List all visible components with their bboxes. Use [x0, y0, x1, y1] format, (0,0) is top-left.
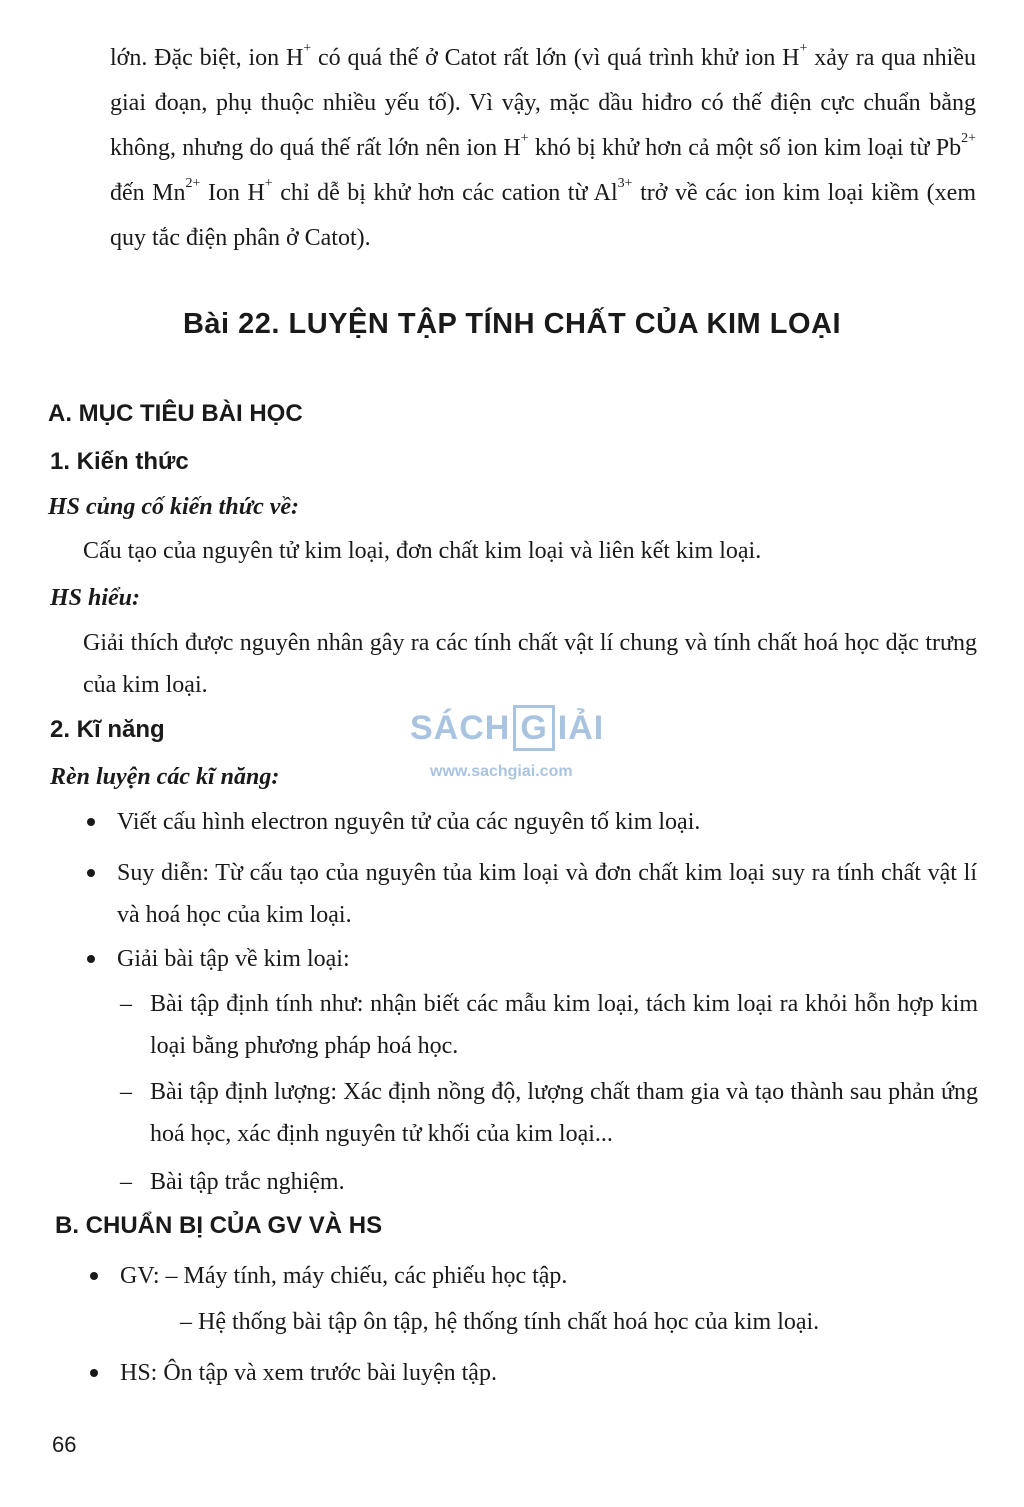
- lesson-title: Bài 22. LUYỆN TẬP TÍNH CHẤT CỦA KIM LOẠI: [182, 308, 842, 340]
- dash-mark: –: [120, 1169, 132, 1195]
- intro-text: Ion H: [200, 180, 265, 206]
- superscript: 3+: [617, 176, 633, 191]
- intro-paragraph: [110, 36, 976, 261]
- intro-text: đến Mn: [110, 180, 186, 206]
- bullet-item: [117, 852, 977, 936]
- dash-item: [120, 983, 978, 1067]
- bullet-item: [117, 801, 977, 843]
- dash-mark: –: [120, 991, 132, 1017]
- dash-text: Bài tập định lượng: Xác định nồng độ, lượng chất tham gia và tạo thành sau phản ứng hoá học, xác định nguyên tử khối của kim loại...: [150, 1079, 978, 1147]
- bullet-dot: [87, 818, 95, 826]
- gv-text: GV: – Máy tính, máy chiếu, các phiếu học tập.: [120, 1263, 568, 1289]
- dash-item: [120, 1071, 978, 1155]
- understand-text: Giải thích được nguyên nhân gây ra các tính chất vật lí chung và tính chất hoá học dặc trưng của kim loại.: [83, 630, 977, 698]
- watermark-url: www.sachgiai.com: [430, 763, 573, 780]
- bullet-item: [117, 938, 977, 980]
- intro-text: chỉ dễ bị khử hơn các cation từ Al: [272, 180, 618, 206]
- bullet-text: Viết cấu hình electron nguyên tử của các nguyên tố kim loại.: [117, 809, 701, 835]
- superscript: 2+: [185, 176, 201, 191]
- bullet-text: Suy diễn: Từ cấu tạo của nguyên tủa kim loại và đơn chất kim loại suy ra tính chất vật lí và hoá học của kim loại.: [117, 860, 977, 928]
- consolidate-text: Cấu tạo của nguyên tử kim loại, đơn chất kim loại và liên kết kim loại.: [83, 538, 762, 564]
- section-b-heading: B. CHUẨN BỊ CỦA GV VÀ HS: [55, 1212, 383, 1239]
- bullet-dot: [90, 1369, 98, 1377]
- bullet-item-hs: [120, 1352, 980, 1394]
- page-number: 66: [52, 1432, 77, 1457]
- bullet-dot: [90, 1272, 98, 1280]
- bullet-text: Giải bài tập về kim loại:: [117, 946, 350, 972]
- intro-text: có quá thế ở Catot rất lớn (vì quá trình khử ion H: [311, 45, 800, 71]
- superscript: +: [520, 131, 529, 146]
- intro-text: lớn. Đặc biệt, ion H: [110, 45, 304, 71]
- hs-consolidate-label: HS củng cố kiến thức về:: [48, 494, 300, 520]
- practice-skills-label: Rèn luyện các kĩ năng:: [50, 764, 280, 790]
- dash-mark: –: [120, 1079, 132, 1105]
- hs-text: HS: Ôn tập và xem trước bài luyện tập.: [120, 1360, 497, 1386]
- intro-text: trở về các ion kim loại kiềm (xem quy tắc điện phân ở Catot).: [110, 180, 976, 251]
- gv-text-2: – Hệ thống bài tập ôn tập, hệ thống tính chất hoá học của kim loại.: [180, 1309, 820, 1335]
- hs-understand-label: HS hiểu:: [50, 585, 141, 611]
- section-a-heading: A. MỤC TIÊU BÀI HỌC: [48, 400, 303, 427]
- dash-text: Bài tập trắc nghiệm.: [150, 1169, 345, 1195]
- intro-text: xảy ra qua nhiều giai đoạn, phụ thuộc nhiều yếu tố). Vì vậy, mặc dầu hiđro có thế điện cực chuẩn bằng không, nhưng do quá thế rất lớn nên ion H: [110, 45, 976, 161]
- intro-text: khó bị khử hơn cả một số ion kim loại từ Pb: [528, 135, 962, 161]
- superscript: 2+: [961, 131, 976, 146]
- watermark-text: IẢI: [557, 708, 605, 747]
- watermark-box: G: [513, 705, 554, 751]
- watermark-logo: [410, 705, 620, 751]
- subsection-knowledge-heading: 1. Kiến thức: [50, 448, 189, 475]
- bullet-dot: [87, 869, 95, 877]
- bullet-dot: [87, 955, 95, 963]
- bullet-item-gv: [120, 1255, 980, 1297]
- watermark-text: SÁCH: [410, 708, 511, 747]
- dash-item: [120, 1161, 978, 1203]
- watermark: [410, 705, 620, 805]
- dash-text: Bài tập định tính như: nhận biết các mẫu kim loại, tách kim loại ra khỏi hỗn hợp kim loại bằng phương pháp hoá học.: [150, 991, 978, 1059]
- superscript: +: [264, 176, 273, 191]
- subsection-skills-heading: 2. Kĩ năng: [50, 716, 165, 743]
- superscript: +: [799, 41, 808, 56]
- superscript: +: [303, 41, 312, 56]
